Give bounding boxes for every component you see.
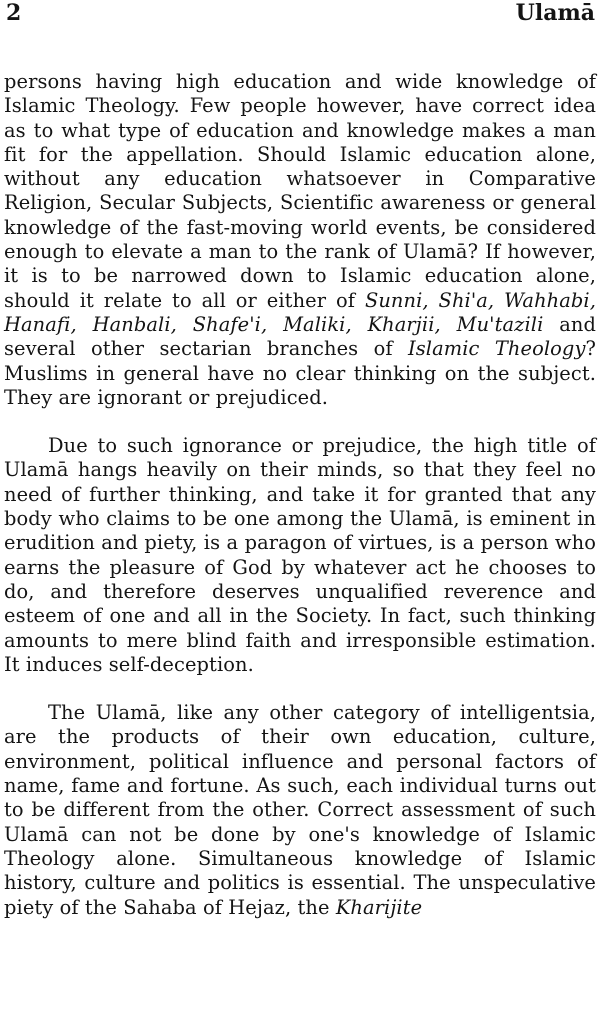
running-head: Ulamā <box>515 0 595 26</box>
text-segment: and several other sectarian branches of <box>4 312 596 361</box>
paragraph-2 <box>4 434 596 677</box>
body-text <box>4 70 596 920</box>
page-header <box>0 0 600 32</box>
text-segment: The Ulamā, like any other category of intelligentsia, are the products of their own education, culture, environment, political influence and personal factors of name, fame and fortune. As such, each individual turns out to be different from the other. Correct assessment of such Ulamā can not be done by one's knowledge of Islamic Theology alone. Simultaneous knowledge of Islamic history, culture and politics is essential. The unspeculative piety of the Sahaba of Hejaz, the <box>4 701 596 919</box>
kharijite-term: Kharijite <box>335 895 423 919</box>
paragraph-1 <box>4 70 596 410</box>
sect-names: Sunni, Shi'a, Wahhabi, Hanafi, Hanbali, Shafe'i, Maliki, Kharjii, Mu'tazili <box>4 288 596 336</box>
page-number: 2 <box>6 0 22 26</box>
paragraph-3 <box>4 701 596 920</box>
text-segment: persons having high education and wide knowledge of Islamic Theology. Few people however, have correct idea as to what type of education and knowledge makes a man fit for the appellation. Should Islamic education alone, without any education whatsoever in Comparative Religion, Secular Subjects, Scientific awareness or general knowledge of the fast-moving world events, be considered enough to elevate a man to the rank of Ulamā? If however, it is to be narrowed down to Islamic education alone, should it relate to all or either of <box>4 70 596 312</box>
text-segment: Due to such ignorance or prejudice, the high title of Ulamā hangs heavily on their minds, so that they feel no need of further thinking, and take it for granted that any body who claims to be one among the Ulamā, is eminent in erudition and piety, is a paragon of virtues, is a person who earns the pleasure of God by whatever act he chooses to do, and therefore deserves unqualified reverence and esteem of one and all in the Society. In fact, such thinking amounts to mere blind faith and irresponsible estimation. It induces self-deception. <box>4 434 596 676</box>
text-segment: ? Muslims in general have no clear thinking on the subject. They are ignorant or prejudiced. <box>4 337 596 409</box>
islamic-theology-term: Islamic Theology <box>408 337 586 361</box>
